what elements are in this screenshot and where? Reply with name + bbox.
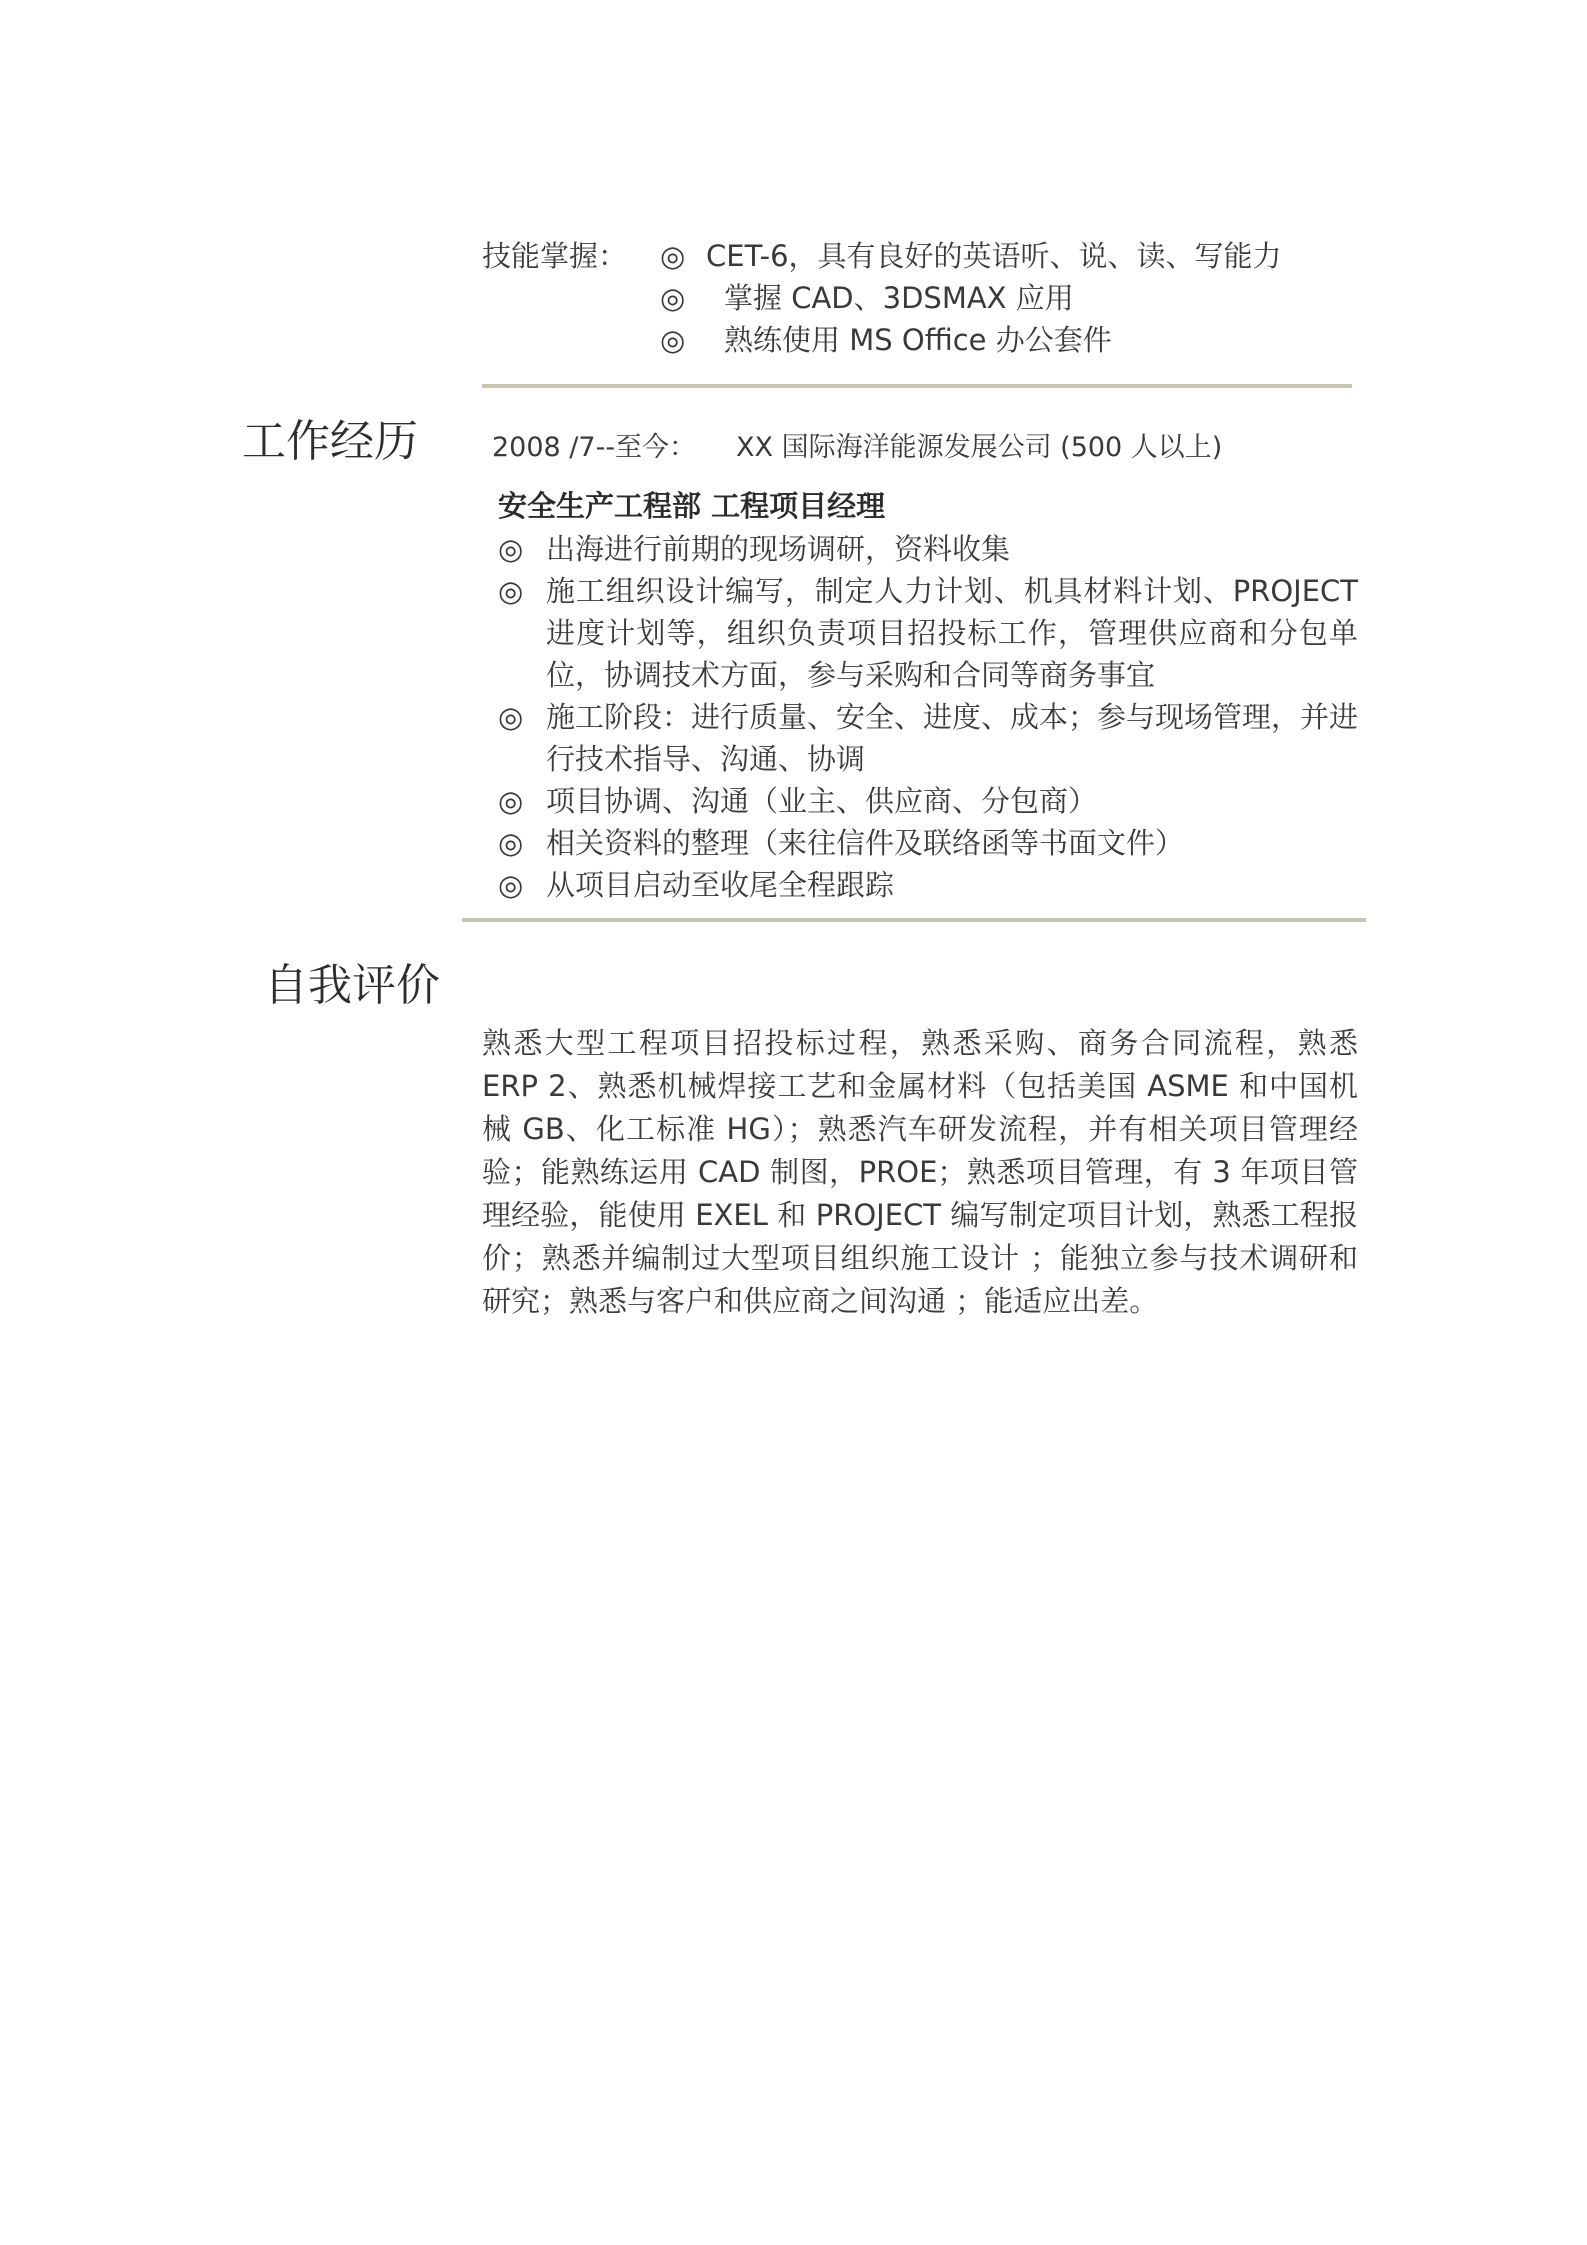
self-evaluation-text: 熟悉大型工程项目招投标过程，熟悉采购、商务合同流程，熟悉 ERP 2、熟悉机械焊接工艺和金属材料（包括美国 ASME 和中国机械 GB、化工标准 HG）；熟悉汽车研发流程，并有相关项目管理经验；能熟练运用 CAD 制图，PROE；熟悉项目管理，有 3 年项目管理经验，能使用 EXEL 和 PROJECT 编写制定项目计划，熟悉工程报价；熟悉并编制过大型项目组织施工设计 ；能独立参与技术调研和研究；熟悉与客户和供应商之间沟通 ；能适应出差。 [482, 1026, 1358, 1318]
section-divider [482, 384, 1352, 388]
duty-item [498, 696, 1358, 780]
skill-item [660, 236, 1282, 276]
bullet-mark-icon: ◎ [498, 826, 524, 860]
duty-text: 项目协调、沟通（业主、供应商、分包商） [546, 784, 1098, 818]
duty-item [498, 780, 1358, 822]
skills-label: 技能掌握： [482, 239, 628, 273]
job-period: 2008 /7--至今： [492, 432, 697, 463]
skill-item [660, 320, 1112, 360]
bullet-mark-icon: ◎ [660, 239, 686, 273]
skill-text: CET-6，具有良好的英语听、说、读、写能力 [706, 239, 1282, 273]
skill-text: 熟练使用 MS Office 办公套件 [724, 323, 1112, 357]
duty-item [498, 570, 1358, 696]
duty-text: 出海进行前期的现场调研，资料收集 [546, 532, 1011, 566]
skill-text: 掌握 CAD、3DSMAX 应用 [724, 281, 1074, 315]
skill-item [660, 278, 1074, 318]
section-divider [462, 918, 1366, 922]
job-position: 安全生产工程部 工程项目经理 [498, 489, 886, 523]
duty-text: 施工阶段：进行质量、安全、进度、成本；参与现场管理，并进行技术指导、沟通、协调 [546, 700, 1359, 776]
bullet-mark-icon: ◎ [498, 700, 524, 734]
bullet-mark-icon: ◎ [498, 532, 524, 566]
duty-text: 从项目启动至收尾全程跟踪 [546, 868, 895, 902]
self-evaluation-heading: 自我评价 [264, 960, 440, 1011]
duty-item [498, 528, 1358, 570]
duty-item [498, 822, 1358, 864]
work-heading: 工作经历 [242, 416, 418, 467]
bullet-mark-icon: ◎ [660, 281, 686, 315]
bullet-mark-icon: ◎ [498, 784, 524, 818]
duty-text: 相关资料的整理（来往信件及联络函等书面文件） [546, 826, 1185, 860]
bullet-mark-icon: ◎ [660, 323, 686, 357]
bullet-mark-icon: ◎ [498, 868, 524, 902]
bullet-mark-icon: ◎ [498, 574, 524, 608]
job-company: XX 国际海洋能源发展公司 (500 人以上) [736, 432, 1223, 463]
duty-item [498, 864, 1358, 906]
duty-text: 施工组织设计编写，制定人力计划、机具材料计划、PROJECT 进度计划等，组织负责项目招投标工作，管理供应商和分包单位，协调技术方面，参与采购和合同等商务事宜 [546, 574, 1358, 692]
